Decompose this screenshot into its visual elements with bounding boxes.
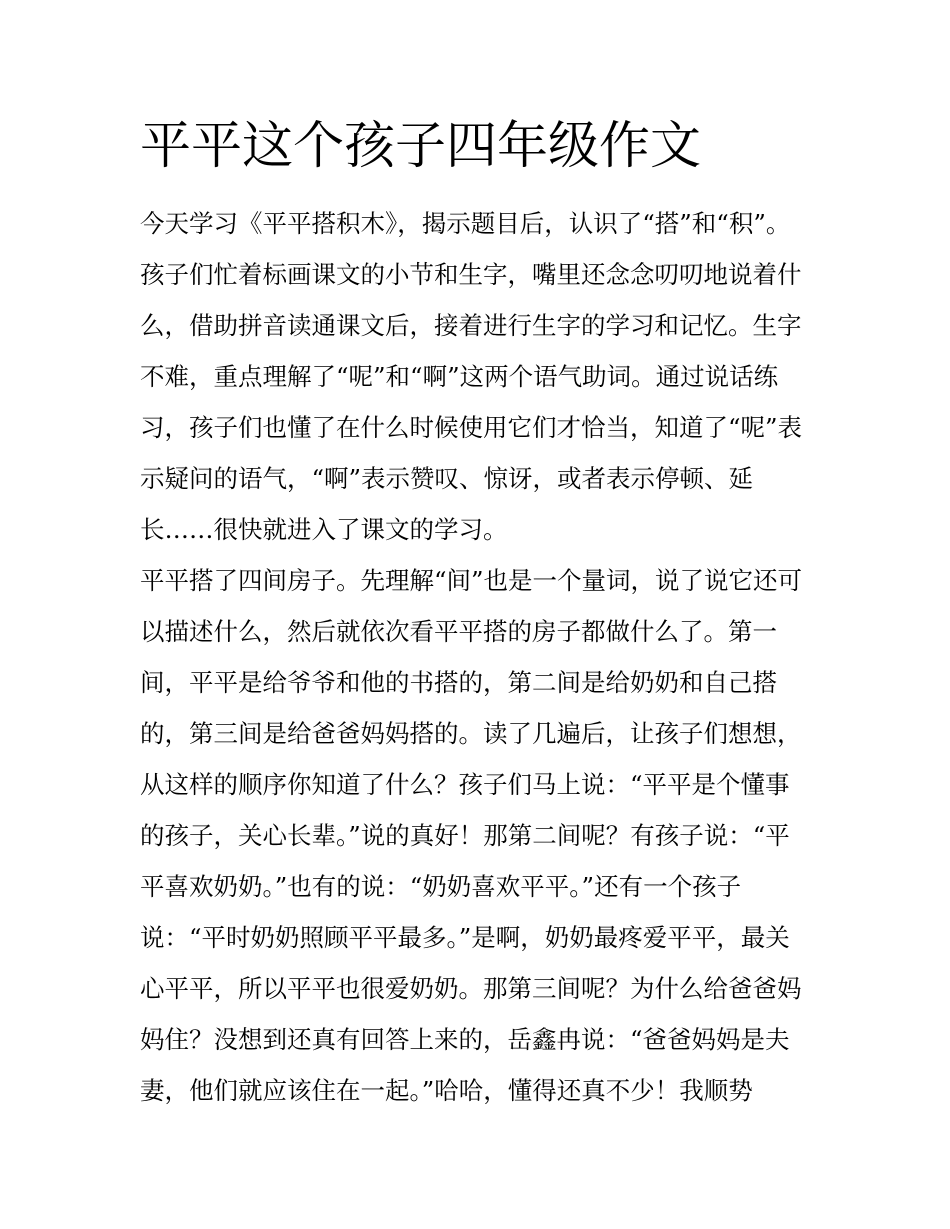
body-line-3: 么，借助拼音读通课文后，接着进行生字的学习和记忆。生字 xyxy=(140,311,802,340)
body-line-17: 妈住？没想到还真有回答上来的，岳鑫冉说：“爸爸妈妈是夫 xyxy=(140,1025,790,1054)
body-line-12: 从这样的顺序你知道了什么？孩子们马上说：“平平是个懂事 xyxy=(140,770,790,799)
body-line-14: 平喜欢奶奶。”也有的说：“奶奶喜欢平平。”还有一个孩子 xyxy=(140,872,742,901)
body-line-6: 示疑问的语气，“啊”表示赞叹、惊讶，或者表示停顿、延 xyxy=(140,464,754,493)
document-title: 平平这个孩子四年级作文 xyxy=(140,117,702,176)
body-line-1: 今天学习《平平搭积木》，揭示题目后，认识了“搭”和“积”。 xyxy=(140,209,791,238)
body-line-7: 长……很快就进入了课文的学习。 xyxy=(140,515,508,544)
body-line-10: 间，平平是给爷爷和他的书搭的，第二间是给奶奶和自己搭 xyxy=(140,668,777,697)
body-line-13: 的孩子，关心长辈。”说的真好！那第二间呢？有孩子说：“平 xyxy=(140,821,790,850)
document-body xyxy=(140,198,820,1116)
body-line-2: 孩子们忙着标画课文的小节和生字，嘴里还念念叨叨地说着什 xyxy=(140,260,802,289)
body-line-16: 心平平，所以平平也很爱奶奶。那第三间呢？为什么给爸爸妈 xyxy=(140,974,802,1003)
body-line-4: 不难，重点理解了“呢”和“啊”这两个语气助词。通过说话练 xyxy=(140,362,779,391)
body-line-15: 说：“平时奶奶照顾平平最多。”是啊，奶奶最疼爱平平，最关 xyxy=(140,923,790,952)
body-line-9: 以描述什么，然后就依次看平平搭的房子都做什么了。第一 xyxy=(140,617,777,646)
body-line-18: 妻，他们就应该住在一起。”哈哈，懂得还真不少！我顺势 xyxy=(140,1076,753,1105)
body-line-11: 的，第三间是给爸爸妈妈搭的。读了几遍后，让孩子们想想， xyxy=(140,719,802,748)
body-line-5: 习，孩子们也懂了在什么时候使用它们才恰当，知道了“呢”表 xyxy=(140,413,803,442)
body-line-8: 平平搭了四间房子。先理解“间”也是一个量词，说了说它还可 xyxy=(140,566,803,595)
